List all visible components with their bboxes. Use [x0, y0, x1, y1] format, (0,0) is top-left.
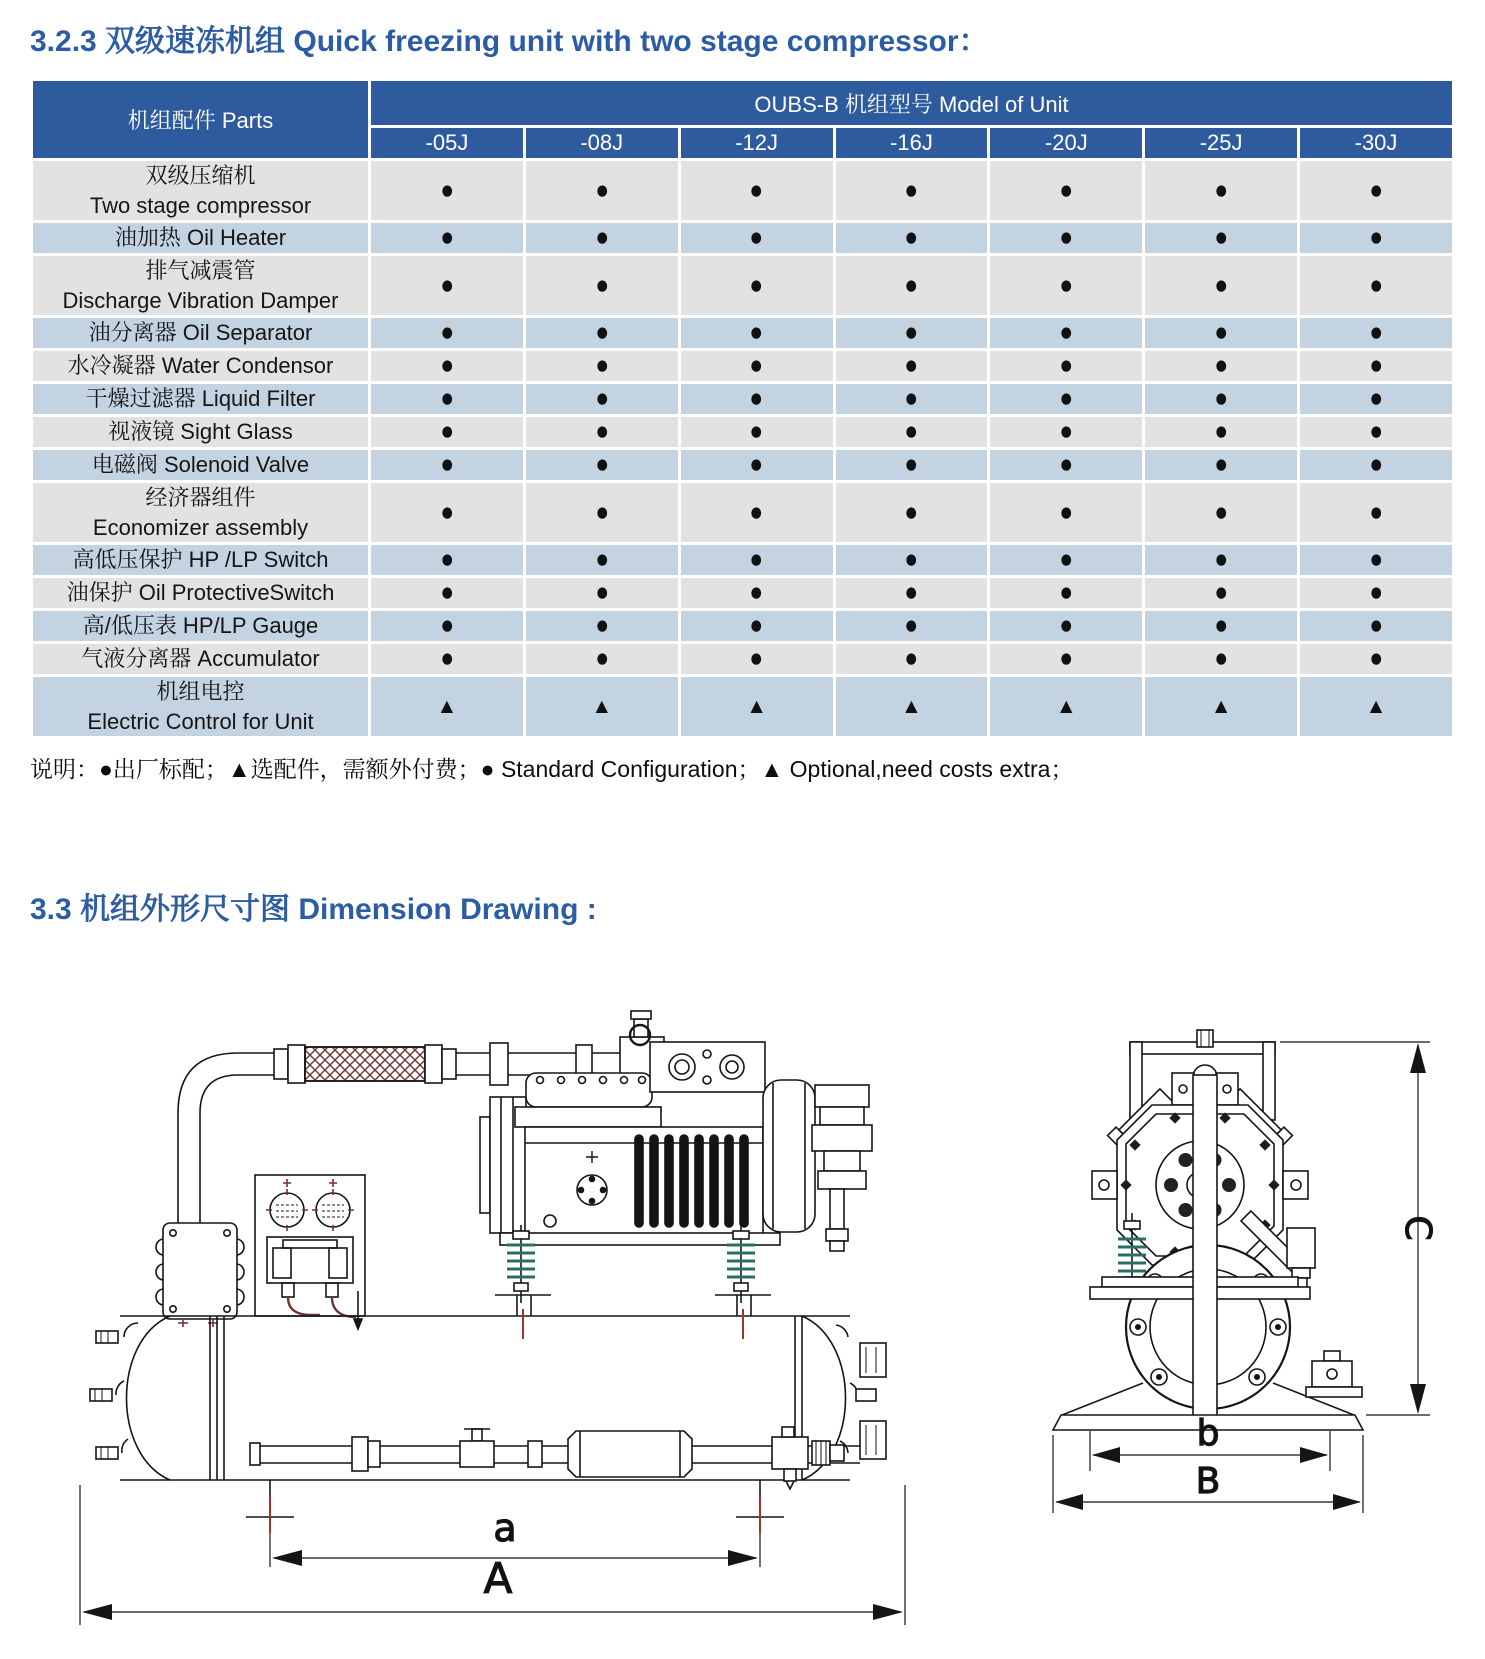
- standard-dot-icon: ●: [749, 350, 764, 381]
- table-row: [32, 317, 1454, 350]
- table-row: [32, 222, 1454, 255]
- table-row: [32, 676, 1454, 738]
- config-cell: [370, 350, 525, 383]
- standard-dot-icon: ●: [440, 416, 454, 447]
- standard-dot-icon: ●: [1369, 416, 1383, 447]
- standard-dot-icon: ●: [904, 577, 919, 608]
- table-row: [32, 610, 1454, 643]
- config-cell: [679, 482, 834, 544]
- table-row: [32, 350, 1454, 383]
- standard-dot-icon: ●: [904, 222, 919, 253]
- model-header: -25J: [1144, 127, 1299, 160]
- standard-dot-icon: ●: [1059, 416, 1074, 447]
- config-cell: [1299, 255, 1454, 317]
- optional-triangle-icon: ▲: [1365, 694, 1387, 718]
- config-cell: [679, 350, 834, 383]
- standard-dot-icon: ●: [1369, 643, 1383, 674]
- standard-dot-icon: ●: [440, 222, 454, 253]
- config-cell: [679, 643, 834, 676]
- dim-label-a: a: [493, 1506, 517, 1550]
- standard-dot-icon: ●: [1369, 544, 1383, 575]
- config-cell: [989, 577, 1144, 610]
- standard-dot-icon: ●: [1059, 577, 1074, 608]
- config-cell: [524, 482, 679, 544]
- config-cell: [370, 255, 525, 317]
- config-cell: [834, 610, 989, 643]
- config-cell: [1299, 482, 1454, 544]
- optional-triangle-icon: ▲: [436, 694, 458, 718]
- junction-box-small: [1287, 1228, 1315, 1268]
- center-pipe: [1193, 1075, 1217, 1425]
- standard-dot-icon: ●: [1369, 610, 1383, 641]
- dim-label-b: b: [1196, 1413, 1220, 1454]
- standard-dot-icon: ●: [749, 222, 764, 253]
- standard-dot-icon: ●: [594, 577, 609, 608]
- standard-dot-icon: ●: [749, 416, 764, 447]
- standard-dot-icon: ●: [1214, 222, 1229, 253]
- config-cell: [524, 676, 679, 738]
- config-cell: [524, 544, 679, 577]
- standard-dot-icon: ●: [594, 175, 609, 205]
- standard-dot-icon: ●: [1369, 449, 1383, 480]
- config-cell: [370, 482, 525, 544]
- standard-dot-icon: ●: [1214, 317, 1229, 348]
- standard-dot-icon: ●: [440, 497, 454, 527]
- config-cell: [370, 416, 525, 449]
- config-cell: [1299, 643, 1454, 676]
- section-1-title: 3.2.3 双级速冻机组 Quick freezing unit with two stage compressor：: [30, 25, 989, 58]
- part-label: 双级压缩机 Two stage compressor: [32, 160, 370, 222]
- standard-dot-icon: ●: [1214, 449, 1229, 480]
- config-cell: [370, 676, 525, 738]
- standard-dot-icon: ●: [1059, 175, 1074, 205]
- model-header: -05J: [370, 127, 525, 160]
- parts-table: [30, 78, 1455, 739]
- config-cell: [1144, 482, 1299, 544]
- config-cell: [834, 577, 989, 610]
- dimension-a: [270, 1506, 760, 1567]
- config-cell: [370, 577, 525, 610]
- config-cell: [834, 222, 989, 255]
- standard-dot-icon: ●: [1059, 383, 1074, 414]
- config-cell: [1299, 350, 1454, 383]
- config-cell: [1144, 416, 1299, 449]
- standard-dot-icon: ●: [594, 610, 609, 641]
- config-cell: [989, 222, 1144, 255]
- end-view-drawing: [940, 985, 1485, 1655]
- config-cell: [524, 255, 679, 317]
- config-cell: [1144, 577, 1299, 610]
- config-cell: [989, 544, 1144, 577]
- standard-dot-icon: ●: [1214, 175, 1229, 205]
- config-cell: [834, 416, 989, 449]
- standard-dot-icon: ●: [1369, 270, 1383, 300]
- config-cell: [1144, 544, 1299, 577]
- standard-dot-icon: ●: [1369, 577, 1383, 608]
- config-cell: [1144, 222, 1299, 255]
- standard-dot-icon: ●: [749, 610, 764, 641]
- standard-dot-icon: ●: [1369, 497, 1383, 527]
- model-header: -20J: [989, 127, 1144, 160]
- config-cell: [1144, 610, 1299, 643]
- standard-dot-icon: ●: [904, 175, 919, 205]
- model-header: -12J: [679, 127, 834, 160]
- standard-dot-icon: ●: [749, 544, 764, 575]
- standard-dot-icon: ●: [1214, 383, 1229, 414]
- compressor: [480, 1025, 872, 1251]
- parts-column-header: 机组配件 Parts: [32, 80, 370, 160]
- config-cell: [524, 577, 679, 610]
- standard-dot-icon: ●: [594, 270, 609, 300]
- model-header: -08J: [524, 127, 679, 160]
- standard-dot-icon: ●: [594, 350, 609, 381]
- filter-drier: [568, 1431, 692, 1477]
- side-view-drawing: [60, 985, 940, 1655]
- standard-dot-icon: ●: [594, 222, 609, 253]
- table-row: [32, 416, 1454, 449]
- part-label: 排气减震管 Discharge Vibration Damper: [32, 255, 370, 317]
- dim-label-C: C: [1397, 1215, 1438, 1241]
- part-label: 电磁阀 Solenoid Valve: [32, 449, 370, 482]
- standard-dot-icon: ●: [904, 449, 919, 480]
- config-cell: [370, 317, 525, 350]
- standard-dot-icon: ●: [440, 610, 454, 641]
- standard-dot-icon: ●: [749, 449, 764, 480]
- config-cell: [370, 643, 525, 676]
- standard-dot-icon: ●: [1214, 270, 1229, 300]
- config-cell: [989, 383, 1144, 416]
- part-label: 气液分离器 Accumulator: [32, 643, 370, 676]
- standard-dot-icon: ●: [1369, 175, 1383, 205]
- config-cell: [1299, 416, 1454, 449]
- standard-dot-icon: ●: [1369, 317, 1383, 348]
- standard-dot-icon: ●: [440, 577, 454, 608]
- config-cell: [989, 610, 1144, 643]
- standard-dot-icon: ●: [1214, 416, 1229, 447]
- config-cell: [1299, 160, 1454, 222]
- config-cell: [679, 544, 834, 577]
- config-cell: [1299, 383, 1454, 416]
- standard-dot-icon: ●: [749, 577, 764, 608]
- config-cell: [834, 255, 989, 317]
- config-cell: [370, 383, 525, 416]
- config-cell: [524, 416, 679, 449]
- config-cell: [989, 449, 1144, 482]
- config-cell: [989, 160, 1144, 222]
- standard-dot-icon: ●: [904, 497, 919, 527]
- service-valve: [1306, 1351, 1362, 1397]
- config-cell: [1144, 255, 1299, 317]
- config-cell: [1299, 317, 1454, 350]
- config-cell: [679, 317, 834, 350]
- standard-dot-icon: ●: [1059, 350, 1074, 381]
- config-cell: [1299, 577, 1454, 610]
- config-cell: [1144, 317, 1299, 350]
- part-label: 机组电控 Electric Control for Unit: [32, 676, 370, 738]
- config-cell: [1144, 643, 1299, 676]
- standard-dot-icon: ●: [440, 350, 454, 381]
- config-cell: [679, 222, 834, 255]
- config-cell: [370, 160, 525, 222]
- standard-dot-icon: ●: [1059, 222, 1074, 253]
- part-label: 高/低压表 HP/LP Gauge: [32, 610, 370, 643]
- config-cell: [679, 577, 834, 610]
- standard-dot-icon: ●: [594, 416, 609, 447]
- standard-dot-icon: ●: [594, 643, 609, 674]
- config-cell: [834, 449, 989, 482]
- config-cell: [370, 449, 525, 482]
- part-label: 经济器组件 Economizer assembly: [32, 482, 370, 544]
- config-cell: [679, 383, 834, 416]
- config-cell: [989, 676, 1144, 738]
- optional-triangle-icon: ▲: [1210, 694, 1232, 718]
- gauge-panel: [255, 1175, 365, 1329]
- standard-dot-icon: ●: [1214, 350, 1229, 381]
- config-cell: [834, 383, 989, 416]
- config-cell: [834, 676, 989, 738]
- standard-dot-icon: ●: [440, 449, 454, 480]
- config-cell: [834, 317, 989, 350]
- standard-dot-icon: ●: [1059, 497, 1074, 527]
- config-cell: [1144, 449, 1299, 482]
- standard-dot-icon: ●: [440, 175, 454, 205]
- table-row: [32, 577, 1454, 610]
- config-cell: [524, 350, 679, 383]
- parts-table-head: [32, 80, 1454, 160]
- standard-dot-icon: ●: [904, 317, 919, 348]
- motor-housing: [763, 1080, 815, 1232]
- config-cell: [524, 449, 679, 482]
- config-cell: [834, 482, 989, 544]
- optional-triangle-icon: ▲: [1055, 694, 1077, 718]
- standard-dot-icon: ●: [904, 643, 919, 674]
- table-row: [32, 255, 1454, 317]
- models-group-header: OUBS-B 机组型号 Model of Unit: [370, 80, 1454, 127]
- standard-dot-icon: ●: [594, 449, 609, 480]
- table-row: [32, 383, 1454, 416]
- config-cell: [1299, 544, 1454, 577]
- config-cell: [524, 222, 679, 255]
- standard-dot-icon: ●: [594, 544, 609, 575]
- optional-triangle-icon: ▲: [591, 694, 613, 718]
- table-row: [32, 544, 1454, 577]
- part-label: 油保护 Oil ProtectiveSwitch: [32, 577, 370, 610]
- standard-dot-icon: ●: [904, 610, 919, 641]
- standard-dot-icon: ●: [594, 497, 609, 527]
- standard-dot-icon: ●: [904, 350, 919, 381]
- config-cell: [524, 317, 679, 350]
- config-cell: [834, 544, 989, 577]
- config-cell: [989, 255, 1144, 317]
- standard-dot-icon: ●: [749, 317, 764, 348]
- config-cell: [679, 255, 834, 317]
- part-label: 干燥过滤器 Liquid Filter: [32, 383, 370, 416]
- config-cell: [834, 643, 989, 676]
- config-cell: [679, 416, 834, 449]
- standard-dot-icon: ●: [904, 383, 919, 414]
- dim-label-B: B: [1195, 1461, 1221, 1502]
- standard-dot-icon: ●: [1059, 270, 1074, 300]
- config-cell: [834, 160, 989, 222]
- model-header: -16J: [834, 127, 989, 160]
- config-cell: [524, 610, 679, 643]
- config-cell: [989, 643, 1144, 676]
- config-cell: [679, 676, 834, 738]
- standard-dot-icon: ●: [1369, 383, 1383, 414]
- standard-dot-icon: ●: [749, 497, 764, 527]
- standard-dot-icon: ●: [749, 175, 764, 205]
- config-cell: [370, 222, 525, 255]
- config-cell: [989, 416, 1144, 449]
- standard-dot-icon: ●: [1214, 577, 1229, 608]
- part-label: 高低压保护 HP /LP Switch: [32, 544, 370, 577]
- dim-label-A: A: [483, 1554, 513, 1603]
- electrical-box: [156, 1223, 244, 1327]
- config-cell: [679, 610, 834, 643]
- standard-dot-icon: ●: [904, 544, 919, 575]
- standard-dot-icon: ●: [1369, 222, 1383, 253]
- config-cell: [1299, 610, 1454, 643]
- config-cell: [1299, 676, 1454, 738]
- parts-table-body: [32, 160, 1454, 738]
- config-cell: [989, 317, 1144, 350]
- standard-dot-icon: ●: [1059, 643, 1074, 674]
- optional-triangle-icon: ▲: [746, 694, 767, 718]
- standard-dot-icon: ●: [749, 383, 764, 414]
- config-cell: [524, 643, 679, 676]
- config-cell: [679, 449, 834, 482]
- standard-dot-icon: ●: [904, 416, 919, 447]
- legend-note: 说明：●出厂标配；▲选配件，需额外付费；● Standard Configuration；▲ Optional,need costs extra；: [30, 756, 1074, 782]
- standard-dot-icon: ●: [749, 643, 764, 674]
- standard-dot-icon: ●: [1059, 544, 1074, 575]
- config-cell: [834, 350, 989, 383]
- standard-dot-icon: ●: [1059, 449, 1074, 480]
- standard-dot-icon: ●: [440, 317, 454, 348]
- standard-dot-icon: ●: [1214, 497, 1229, 527]
- config-cell: [1144, 676, 1299, 738]
- section-2-title: 3.3 机组外形尺寸图 Dimension Drawing :: [30, 893, 597, 926]
- discharge-valve: [812, 1085, 872, 1251]
- standard-dot-icon: ●: [904, 270, 919, 300]
- optional-triangle-icon: ▲: [901, 694, 922, 718]
- standard-dot-icon: ●: [1214, 643, 1229, 674]
- standard-dot-icon: ●: [594, 317, 609, 348]
- config-cell: [370, 544, 525, 577]
- config-cell: [1144, 383, 1299, 416]
- config-cell: [989, 482, 1144, 544]
- config-cell: [370, 610, 525, 643]
- table-row: [32, 449, 1454, 482]
- model-header: -30J: [1299, 127, 1454, 160]
- config-cell: [1299, 449, 1454, 482]
- standard-dot-icon: ●: [440, 643, 454, 674]
- config-cell: [524, 383, 679, 416]
- table-row: [32, 643, 1454, 676]
- standard-dot-icon: ●: [440, 270, 454, 300]
- part-label: 水冷凝器 Water Condensor: [32, 350, 370, 383]
- part-label: 油分离器 Oil Separator: [32, 317, 370, 350]
- standard-dot-icon: ●: [1214, 544, 1229, 575]
- standard-dot-icon: ●: [1214, 610, 1229, 641]
- config-cell: [1144, 160, 1299, 222]
- part-label: 油加热 Oil Heater: [32, 222, 370, 255]
- config-cell: [1299, 222, 1454, 255]
- config-cell: [524, 160, 679, 222]
- standard-dot-icon: ●: [440, 383, 454, 414]
- standard-dot-icon: ●: [749, 270, 764, 300]
- config-cell: [1144, 350, 1299, 383]
- standard-dot-icon: ●: [1369, 350, 1383, 381]
- standard-dot-icon: ●: [594, 383, 609, 414]
- config-cell: [989, 350, 1144, 383]
- config-cell: [679, 160, 834, 222]
- table-row: [32, 482, 1454, 544]
- part-label: 视液镜 Sight Glass: [32, 416, 370, 449]
- standard-dot-icon: ●: [1059, 317, 1074, 348]
- standard-dot-icon: ●: [1059, 610, 1074, 641]
- standard-dot-icon: ●: [440, 544, 454, 575]
- table-row: [32, 160, 1454, 222]
